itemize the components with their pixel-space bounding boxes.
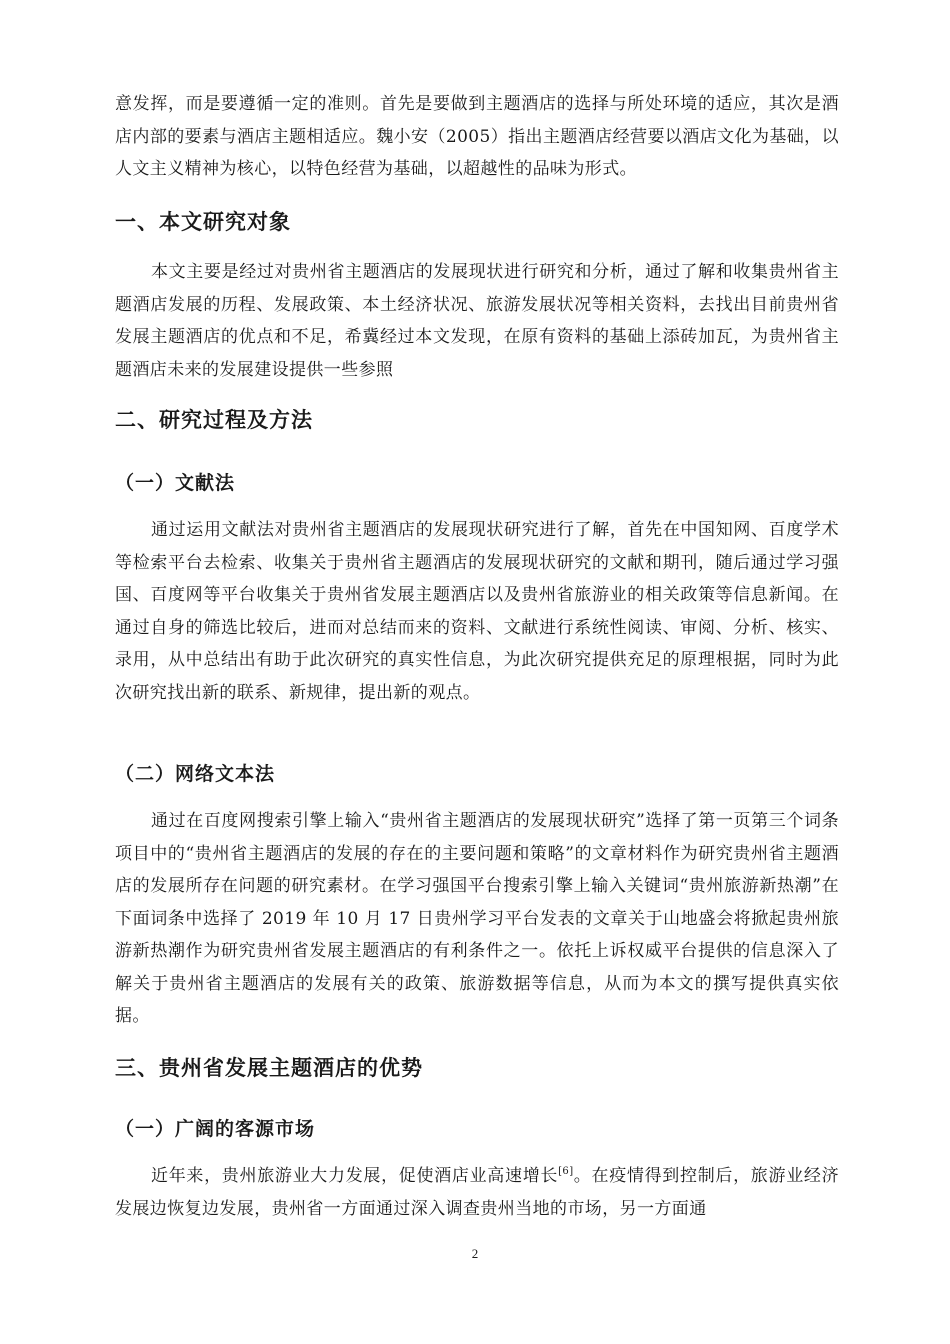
section-2-sub-1-heading: （一）文献法 bbox=[115, 472, 236, 494]
section-2-sub-2-heading: （二）网络文本法 bbox=[115, 763, 276, 785]
intro-paragraph: 意发挥，而是要遵循一定的准则。首先是要做到主题酒店的选择与所处环境的适应，其次是酒店内部的要素与酒店主题相适应。魏小安（2005）指出主题酒店经营要以酒店文化为基础，以人文主义精神为核心，以特色经营为基础，以超越性的品味为形式。 bbox=[115, 94, 839, 179]
page-number: 2 bbox=[471, 1246, 479, 1261]
section-2-sub-2-paragraph: 通过在百度网搜索引擎上输入“贵州省主题酒店的发展现状研究”选择了第一页第三个词条项目中的“贵州省主题酒店的发展的存在的主要问题和策略”的文章材料作为研究贵州省主题酒店的发展所存在问题的研究素材。在学习强国平台搜索引擎上输入关键词“贵州旅游新热潮”在下面词条中选择了 2019 年 10 月 17 日贵州学习平台发表的文章关于山地盛会将掀起贵州旅游新热潮作为研究贵州省发展主题酒店的有利条件之一。依托上诉权威平台提供的信息深入了解关于贵州省主题酒店的发展有关的政策、旅游数据等信息，从而为本文的撰写提供真实依据。 bbox=[115, 811, 839, 1026]
section-3-sub-1-paragraph bbox=[115, 1160, 839, 1225]
paragraph-text: 近年来，贵州旅游业大力发展，促使酒店业高速增长 bbox=[151, 1166, 559, 1186]
section-1-heading: 一、本文研究对象 bbox=[115, 210, 291, 234]
section-2-sub-1-paragraph: 通过运用文献法对贵州省主题酒店的发展现状研究进行了解，首先在中国知网、百度学术等检索平台去检索、收集关于贵州省主题酒店的发展现状研究的文献和期刊，随后通过学习强国、百度网等平台收集关于贵州省发展主题酒店以及贵州省旅游业的相关政策等信息新闻。在通过自身的筛选比较后，进而对总结而来的资料、文献进行系统性阅读、审阅、分析、核实、录用，从中总结出有助于此次研究的真实性信息，为此次研究提供充足的原理根据，同时为此次研究找出新的联系、新规律，提出新的观点。 bbox=[115, 520, 839, 703]
section-2-heading: 二、研究过程及方法 bbox=[115, 408, 313, 432]
citation-ref: [6] bbox=[558, 1166, 574, 1177]
section-3-heading: 三、贵州省发展主题酒店的优势 bbox=[115, 1056, 423, 1080]
section-3-sub-1-heading: （一）广阔的客源市场 bbox=[115, 1118, 316, 1140]
paragraph-text: 。在疫情得到控制后，旅游业经济发展边恢复边发展，贵州省一方面通过深入调查贵州当地的市场，另一方面通 bbox=[115, 1166, 840, 1219]
section-1-paragraph: 本文主要是经过对贵州省主题酒店的发展现状进行研究和分析，通过了解和收集贵州省主题酒店发展的历程、发展政策、本土经济状况、旅游发展状况等相关资料，去找出目前贵州省发展主题酒店的优点和不足，希冀经过本文发现，在原有资料的基础上添砖加瓦，为贵州省主题酒店未来的发展建设提供一些参照 bbox=[115, 262, 839, 380]
